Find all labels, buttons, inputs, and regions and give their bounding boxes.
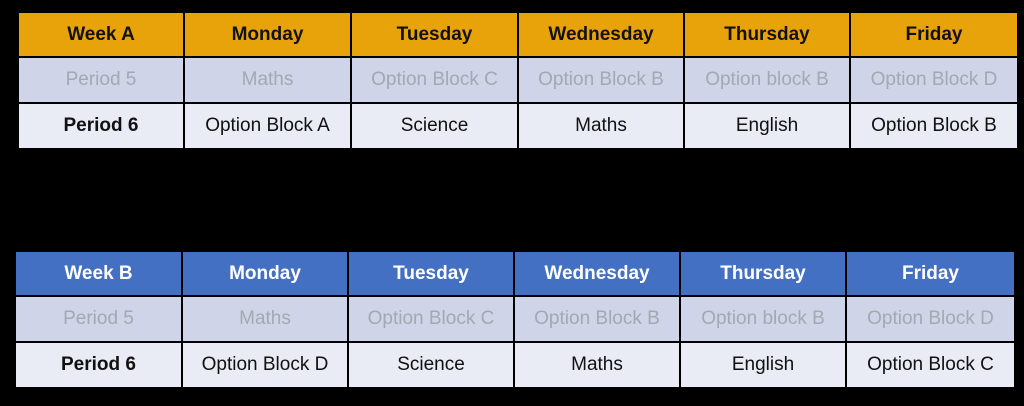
lesson-cell: Maths [184, 57, 351, 103]
lesson-cell: English [680, 342, 846, 388]
week-label: Week A [18, 12, 184, 57]
lesson-cell: Option Block A [184, 103, 351, 149]
period-label: Period 6 [15, 342, 182, 388]
lesson-cell: Option Block B [518, 57, 684, 103]
lesson-cell: English [684, 103, 850, 149]
lesson-cell: Option Block D [182, 342, 348, 388]
day-header-wednesday: Wednesday [514, 251, 680, 296]
lesson-cell: Option Block C [348, 296, 514, 342]
week-label: Week B [15, 251, 182, 296]
period-6-row [15, 342, 1015, 388]
period-label: Period 5 [18, 57, 184, 103]
day-header-monday: Monday [182, 251, 348, 296]
week-b-timetable [14, 250, 1016, 389]
day-header-thursday: Thursday [684, 12, 850, 57]
lesson-cell: Option block B [684, 57, 850, 103]
lesson-cell: Option Block C [846, 342, 1015, 388]
day-header-tuesday: Tuesday [348, 251, 514, 296]
lesson-cell: Option Block D [850, 57, 1018, 103]
lesson-cell: Science [348, 342, 514, 388]
lesson-cell: Maths [518, 103, 684, 149]
lesson-cell: Option Block C [351, 57, 518, 103]
lesson-cell: Option block B [680, 296, 846, 342]
day-header-friday: Friday [850, 12, 1018, 57]
day-header-thursday: Thursday [680, 251, 846, 296]
day-header-friday: Friday [846, 251, 1015, 296]
lesson-cell: Science [351, 103, 518, 149]
period-label: Period 5 [15, 296, 182, 342]
period-5-row [15, 296, 1015, 342]
lesson-cell: Maths [182, 296, 348, 342]
lesson-cell: Maths [514, 342, 680, 388]
period-label: Period 6 [18, 103, 184, 149]
period-6-row [18, 103, 1018, 149]
day-header-monday: Monday [184, 12, 351, 57]
day-header-tuesday: Tuesday [351, 12, 518, 57]
lesson-cell: Option Block D [846, 296, 1015, 342]
week-a-timetable [17, 11, 1019, 150]
period-5-row [18, 57, 1018, 103]
lesson-cell: Option Block B [850, 103, 1018, 149]
header-row [18, 12, 1018, 57]
lesson-cell: Option Block B [514, 296, 680, 342]
day-header-wednesday: Wednesday [518, 12, 684, 57]
header-row [15, 251, 1015, 296]
